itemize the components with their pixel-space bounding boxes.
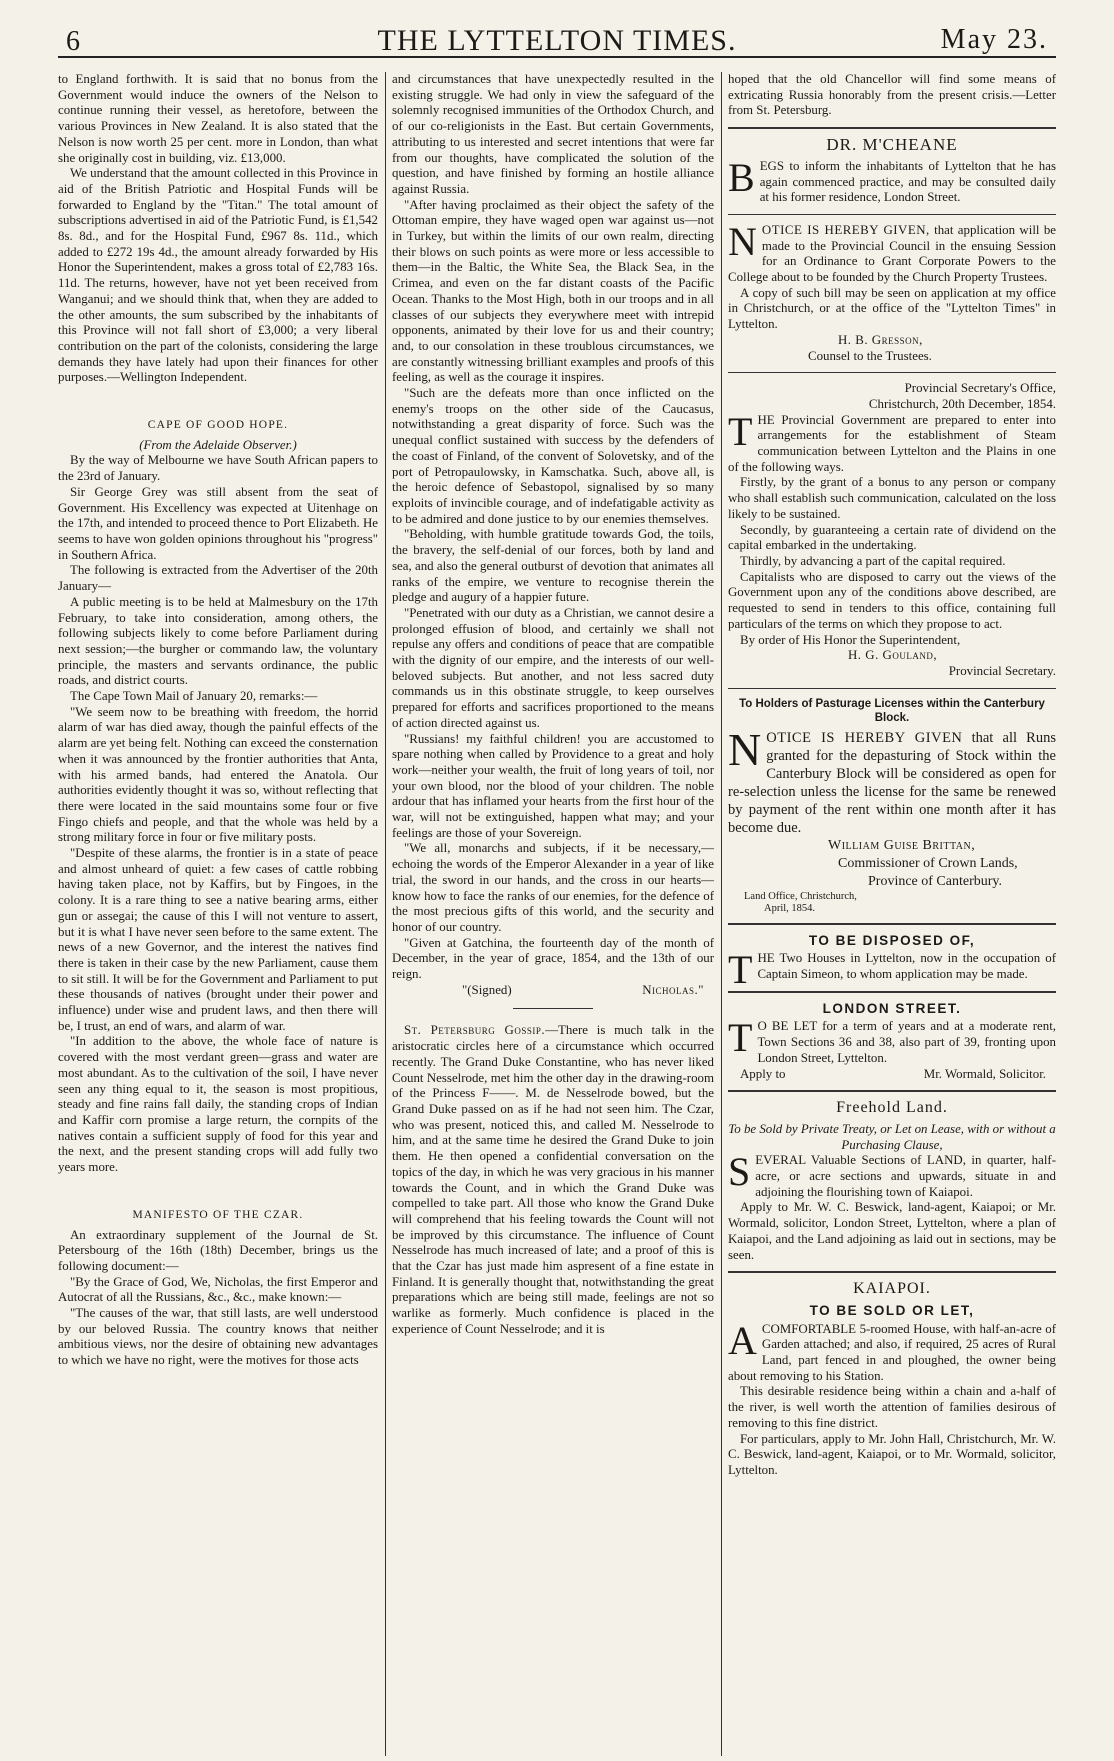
ad-college-signature: H. B. Gresson, <box>838 332 923 347</box>
article-paragraph: "The causes of the war, that still lasts, are well understood by our beloved Russia. The country knows that neither ambitious views, nor the desire of obtaining new advantages to which we have no right, were the motives for those acts <box>58 1306 378 1368</box>
patriotic-fund-paragraph: We understand that the amount collected in this Province in aid of the British Patriotic and Hospital Funds will be forwarded to England by the "Titan." The total amount of subscriptions advertised in aid of the Patriotic Fund, is £1,542 8s. 8d., and for the Hospital Fund, £967 8s. 11d., which added to £272 19s 4d., the amount already forwarded by His Honor the Superintendent, makes a gross total of £2,783 16s. 11d. The returns, however, have not yet been received from Wanganui; and we should think that, when they are added to the other amounts, the sum subscribed by the inhabitants of this Province will not fall short of £3,000; a very liberal contribution on the part of the colonists, considering the large demands they have lately had upon their finances for other purposes.—Wellington Independent. <box>58 166 378 385</box>
column-3 <box>728 72 1056 1756</box>
ad-kaiapoi-text3: For particulars, apply to Mr. John Hall, Christchurch, Mr. W. C. Beswick, land-agent, Kaiapoi, or to Mr. Wormald, solicitor, Lyttelton. <box>728 1431 1056 1477</box>
gossip-paragraph: St. Petersburg Gossip.—There is much talk in the aristocratic circles here of a circumstance which occurred recently. The Grand Duke Constantine, who has never liked Count Nesselrode, met him the other day in the drawing-room of the Princess F——. M. de Nesselrode bowed, but the Grand Duke passed on as if he had not seen him. The Czar, who was present, noticed this, and called M. Nesselrode to him, and at the same time he desired the Grand Duke to join them. He then opened a confidential conversation on the topics of the day, in which he was very gracious in his manner towards the Count, and in which the Grand Duke was compelled to take part. All those who know the Grand Duke will comprehend that his feeling towards the Count will not be improved by this circumstance. The influence of Count Nesselrode has much increased of late; and a proof of this is that the Czar has just made him aspresent of a fine estate in Finland. It is generally thought that, notwithstanding the great preparations which are being still made, feelings are not so warlike as formerly. Much confidence is placed in the experience of Count Nesselrode; and it is <box>392 1023 714 1336</box>
ad-houses-text: THE Two Houses in Lyttelton, now in the occupation of Captain Simeon, to whom application may be made. <box>728 947 1056 993</box>
ad-pasturage-sig-name: William Guise Brittan, <box>828 837 976 853</box>
page-header <box>58 18 1056 58</box>
ad-steam-text: Firstly, by the grant of a bonus to any person or company who shall establish such communication, calculated on the loss likely to be sustained. <box>728 475 1056 521</box>
ad-steam-office: Provincial Secretary's Office, <box>904 381 1056 396</box>
article-paragraph: "Given at Gatchina, the fourteenth day of the month of December, in the year of grace, 1854, and the 13th of our reign. <box>392 935 714 982</box>
article-paragraph: "We all, monarchs and subjects, if it be necessary,—echoing the words of the Emperor Alexander in a year of like trial, the sword in our hands, and the cross in our hearts—know how to face the ranks of our enemies, for the defence of the most precious gifts of this world, and the security and honor of our country. <box>392 841 714 934</box>
nelson-paragraph: to England forthwith. It is said that no bonus from the Government would induce the owners of the Nelson to continue running their vessel, as heretofore, between the various Provinces in New Zealand. It is also stated that the Nelson is now worth 25 per cent. more in London, than what she originally cost in building, viz. £13,000. <box>58 72 378 165</box>
article-paragraph: By the way of Melbourne we have South African papers to the 23rd of January. <box>58 453 378 484</box>
ad-kaiapoi-text2: This desirable residence being within a chain and a-half of the river, is well worth the attention of families desirous of removing to this fine district. <box>728 1384 1056 1430</box>
ad-steam-signature-title: Provincial Secretary. <box>948 663 1056 678</box>
ad-london-street-title: LONDON STREET. <box>822 1000 962 1016</box>
ad-pasturage-sig-province: Province of Canterbury. <box>868 873 1002 889</box>
article-paragraph: "After having proclaimed as their object the safety of the Ottoman empire, they have waged open war against us—not in Turkey, but within the limits of our own realm, directing their blows on such points as were more or less accessible to them—in the Baltic, the White Sea, the Black Sea, in the Crimea, and even on the far distant coasts of the Pacific Ocean. Thanks to the Most High, both in our troops and in all classes of our subjects they everywhere meet with intrepid opponents, animated by their love for us and their country; and, to our consolation in these troublous circumstances, we are constantly witnessing brilliant examples and proofs of this feeling, as well as the courage it inspires. <box>392 197 714 385</box>
ad-freehold-subtitle: To be Sold by Private Treaty, or Let on Lease, with or without a Purchasing Clause, <box>728 1121 1056 1152</box>
ad-freehold-text: SEVERAL Valuable Sections of LAND, in quarter, half-acre, or acre sections and upwards, situate in and adjoining the flourishing town of Kaiapoi. <box>728 1149 1056 1199</box>
article-paragraph: "We seem now to be breathing with freedom, the horrid alarm of war has died away, though the painful effects of the alarm are yet being felt. Nothing can exceed the consternation when it was announced by the frontier authorities that Anta, with his armed bands, had entered the Anatola. Our authorities evidently thought it was so, without reflecting that there were located in the said mountains some four or five Fingo chiefs and people, and that the whole was held by a strong military force in four or five military posts. <box>58 704 378 845</box>
ad-pasturage-date: April, 1854. <box>764 902 816 914</box>
gossip-title: St. Petersburg Gossip. <box>404 1023 546 1038</box>
article-paragraph: and circumstances that have unexpectedly resulted in the existing struggle. We had only in view the safeguard of the solemnly recognised immunities of the Orthodox Church, and of our co-religionists in the East. But certain Governments, attributing to us interested and secret intentions that were far from our thoughts, have complicated the solution of the question, and have finished by forming an hostile alliance against Russia. <box>392 72 714 196</box>
article-paragraph: "In addition to the above, the whole face of nature is covered with the most verdant green—grass and water are most abundant. As to the cultivation of the soil, I have never seen any thing equal to it, the season is most propitious, steady and fine rains fall daily, the standing crops of Indian and Kaffir corn promise a large return, the cornpits of the natives contain a sufficient supply of food for this year and the next, and the present standing crops will add fully two years more. <box>58 1034 378 1175</box>
ad-steam-signature: H. G. Gouland, <box>848 648 938 663</box>
article-paragraph: An extraordinary supplement of the Journal de St. Petersbourg of the 16th (18th) December, brings us the following document:— <box>58 1227 378 1273</box>
ad-kaiapoi-subtitle: TO BE SOLD OR LET, <box>809 1302 975 1318</box>
ad-pasturage-sig-title: Commissioner of Crown Lands, <box>838 855 1018 871</box>
ad-steam-text: Thirdly, by advancing a part of the capital required. <box>740 553 1006 568</box>
article-paragraph: The Cape Town Mail of January 20, remarks:— <box>70 689 318 704</box>
signed-label: "(Signed) <box>462 982 512 997</box>
divider <box>513 1008 593 1009</box>
ad-kaiapoi-title: KAIAPOI. <box>853 1280 931 1298</box>
ad-london-street-apply: Apply to Mr. Wormald, Solicitor. <box>740 1066 1046 1081</box>
signed-name: Nicholas." <box>642 982 704 997</box>
ad-pasturage-office: Land Office, Christchurch, <box>744 890 857 902</box>
article-paragraph: "By the Grace of God, We, Nicholas, the first Emperor and Autocrat of all the Russians, &c., &c., make known:— <box>58 1274 378 1305</box>
ad-pasturage-title: To Holders of Pasturage Licenses within the Canterbury Block. <box>739 697 1045 724</box>
article-paragraph: A public meeting is to be held at Malmesbury on the 17th February, to take into consideration, among others, the following subjects likely to come before Parliament during next session;—the burgher or commando law, the voluntary principle, the masters and servants ordinance, the public roads, and district courts. <box>58 594 378 688</box>
cape-heading: CAPE OF GOOD HOPE. <box>147 419 289 432</box>
ad-london-street-text: T O BE LET for a term of years and at a moderate rent, Town Sections 36 and 38, also part of 39, fronting upon London Street, Lyttelton. <box>728 1015 1056 1065</box>
ad-steam-dateline: Christchurch, 20th December, 1854. <box>868 396 1056 411</box>
column-1 <box>58 72 378 1756</box>
article-paragraph: "Such are the defeats more than once inflicted on the enemy's troops on the other side of the Caucasus, notwithstanding a great disparity of force. Such was the unequal conflict sustained with success by the defenders of the coast of Finland, of the convent of Solovetsky, and of the port of Petropaulowsky, in Kamschatka. Such, above all, is the heroic defence of Sebastopol, signalised by so many exploits of invincible courage, and of indefatigable activity as to be admired and done justice to by our enemies themselves. <box>392 386 714 526</box>
article-paragraph: "Beholding, with humble gratitude towards God, the toils, the bravery, the self-denial of our forces, both by land and sea, and also the general outburst of devotion that animates all ranks of the empire, we venture to recognise therein the pledge and augury of a happier future. <box>392 527 714 605</box>
ad-steam-text: Secondly, by guaranteeing a certain rate of dividend on the capital embarked in the undertaking. <box>728 522 1056 553</box>
article-paragraph: "Penetrated with our duty as a Christian, we cannot desire a prolonged effusion of blood, and certainly we shall not repulse any offers and conditions of peace that are compatible with the dignity of our empire, and the interests of our well-beloved subjects. But another, and not less sacred duty commands us in this obstinate struggle, to keep ourselves prepared for efforts and sacrifices proportioned to the means of action directed against us. <box>392 605 714 730</box>
ad-mcheane-title: DR. M'CHEANE <box>826 135 958 155</box>
issue-date: May 23. <box>940 24 1048 55</box>
ad-college-text2: A copy of such bill may be seen on application at my office in Christchurch, or at the office of the "Lyttelton Times" in Lyttelton. <box>728 285 1056 332</box>
manifesto-signature <box>392 983 714 999</box>
ad-steam-text: THE Provincial Government are prepared to enter into arrangements for the establishment of Steam communication between Lyttelton and the Plains in one of the following ways. <box>728 408 1056 474</box>
ad-freehold-title: Freehold Land. <box>836 1099 948 1117</box>
article-paragraph: "Russians! my faithful children! you are accustomed to spare nothing when called by Providence to a great and holy work—neither your wealth, the fruit of long years of toil, nor your own blood, nor the blood of your children. The noble ardour that has inflamed your hearts from the first hour of the war, will not be extinguished, happen what may; and your feelings are those of your Sovereign. <box>392 731 714 840</box>
article-paragraph: The following is extracted from the Advertiser of the 20th January— <box>58 563 378 594</box>
ad-steam-text: By order of His Honor the Superintendent, <box>740 632 961 647</box>
page-number: 6 <box>66 26 80 57</box>
ad-pasturage-text: NOTICE IS HEREBY GIVEN that all Runs granted for the depasturing of Stock within the Canterbury Block will be considered as open for re-selection unless the license for the same be renewed by payment of the rent within one month after it has become due. <box>728 723 1056 836</box>
ad-mcheane-text: BEGS to inform the inhabitants of Lyttelton that he has again commenced practice, and may be consulted daily at his former residence, London Street. <box>728 154 1056 205</box>
article-paragraph: hoped that the old Chancellor will find some means of extricating Russia honorably from the present crisis.—Letter from St. Petersburg. <box>728 72 1056 118</box>
article-paragraph: Sir George Grey was still absent from the seat of Government. His Excellency was expected at Uitenhage on the 17th, and intended to proceed thence to Port Elizabeth. He seems to have won golden opinions throughout his "progress" in Southern Africa. <box>58 484 378 562</box>
ad-freehold-text2: Apply to Mr. W. C. Beswick, land-agent, Kaiapoi; or Mr. Wormald, solicitor, London Street, Lyttelton, where a plan of Kaiapoi, and the Land adjoining as laid out in sections, may be seen. <box>728 1200 1056 1262</box>
ad-steam-text: Capitalists who are disposed to carry out the views of the Government upon any of the conditions above described, are requested to send in tenders to this office, containing full particulars of the terms on which they propose to act. <box>728 569 1056 631</box>
article-paragraph: "Despite of these alarms, the frontier is in a state of peace and almost unheard of quiet: a few cases of cattle robbing having taken place, not by Kaffirs, but by Fingoes, in the colony. It is a rare thing to see a native bearing arms, either gun or assegai; the cause of this I will not venture to assert, but it is what I have never seen before to the same extent. The news of a new Governor, and the interest the natives find there is taken in their case by the new Parliament, cause them to sit still. It will be for the Government and Parliament to put these thousands of natives (brought under their power and influence) under wise and prudent laws, and then there will be, I trust, an end of wars, and alarm of war. <box>58 846 378 1033</box>
ad-college-signature-title: Counsel to the Trustees. <box>808 348 932 363</box>
column-2 <box>392 72 714 1756</box>
ad-houses-title: TO BE DISPOSED OF, <box>808 932 976 948</box>
cape-source: (From the Adelaide Observer.) <box>139 437 297 452</box>
column-rule-2 <box>721 72 722 1756</box>
ad-college-text: NOTICE IS HEREBY GIVEN, that application will be made to the Provincial Council in the ensuing Session for an Ordinance to Grant Corporate Powers to the College about to be founded by the Church Property Trustees. <box>728 218 1056 285</box>
ad-kaiapoi-text: ACOMFORTABLE 5-roomed House, with half-an-acre of Garden attached; and also, if required, 25 acres of Rural Land, part fenced in and ploughed, the owner being about removing to his Station. <box>728 1317 1056 1383</box>
manifesto-heading: MANIFESTO OF THE CZAR. <box>132 1208 304 1221</box>
column-rule-1 <box>385 72 386 1756</box>
masthead: THE LYTTELTON TIMES. <box>377 24 737 57</box>
